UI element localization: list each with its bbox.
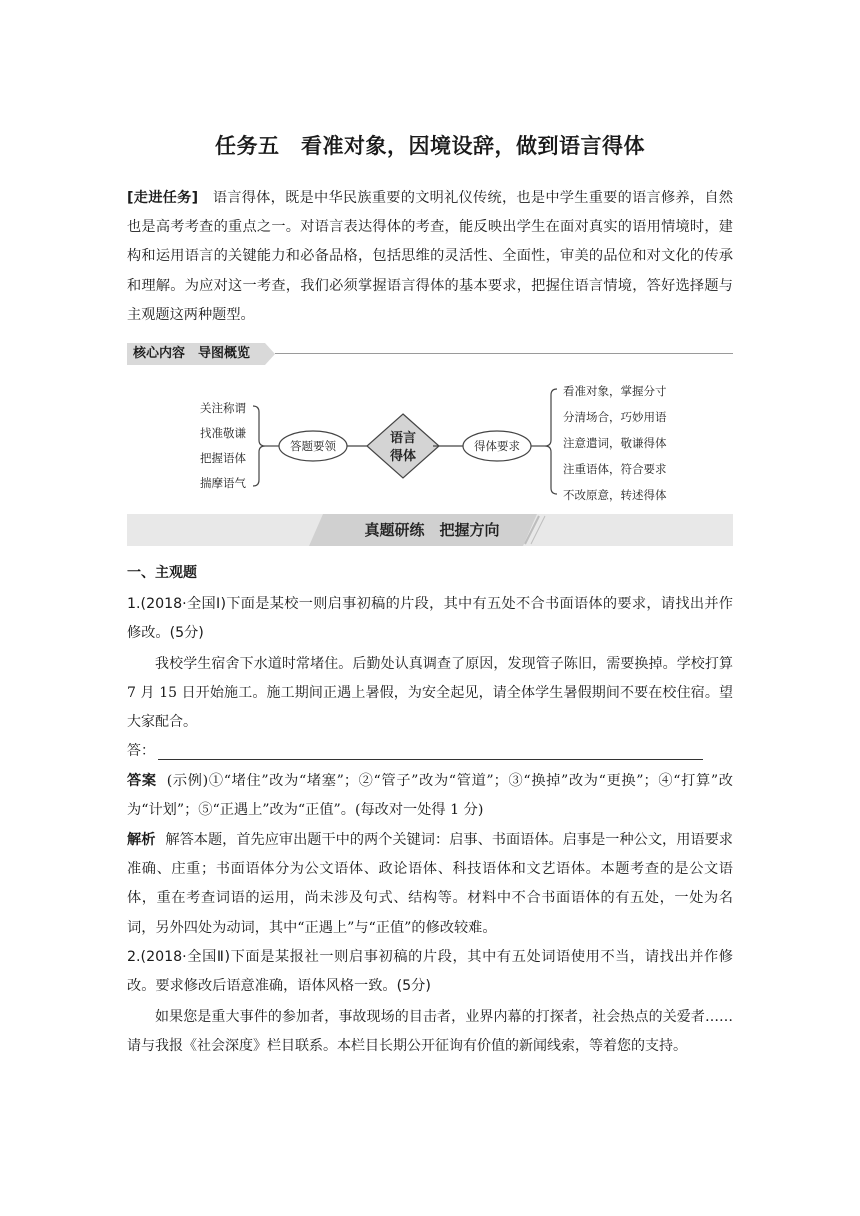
intro-paragraph (127, 184, 733, 330)
q1-answer-label: 答： (127, 743, 155, 759)
q2-stem: 2.(2018·全国Ⅱ)下面是某报社一则启事初稿的片段，其中有五处词语使用不当，请找出并作修改。要求修改后语意准确，语体风格一致。(5分) (127, 949, 733, 995)
q1-key-label: 答案 (127, 773, 157, 789)
left-item-4: 揣摩语气 (200, 476, 246, 490)
q1-analysis (127, 826, 733, 943)
page-title: 任务五 看准对象，因境设辞，做到语言得体 (215, 134, 645, 158)
mind-map-svg (127, 372, 733, 512)
banner-label: 核心内容 导图概览 (127, 343, 265, 365)
section-title: 真题研练 把握方向 (364, 521, 500, 539)
section-bar (127, 514, 733, 546)
right-brace (545, 389, 557, 494)
core-content-banner (127, 343, 733, 365)
left-brace (253, 406, 265, 486)
q1-analysis-label: 解析 (127, 832, 156, 848)
right-item-1: 看准对象，掌握分寸 (563, 384, 667, 398)
q1-key-text: (示例)①“堵住”改为“堵塞”；②“管子”改为“管道”；③“换掉”改为“更换”；④“打算”改为“计划”；⑤“正遇上”改为“正值”。(每改对一处得 1 分) (127, 773, 733, 819)
right-item-5: 不改原意，转述得体 (563, 488, 667, 502)
banner-arrow (265, 343, 275, 365)
left-item-2: 找准敬谦 (200, 426, 246, 440)
right-item-4: 注重语体，符合要求 (563, 462, 667, 476)
mind-map-diagram (127, 372, 733, 512)
intro-text: 语言得体，既是中华民族重要的文明礼仪传统，也是中学生重要的语言修养，自然也是高考考查的重点之一。对语言表达得体的考查，能反映出学生在面对真实的语用情境时，建构和运用语言的关键能力和必备品格，包括思维的灵活性、全面性，审美的品位和对文化的传承和理解。为应对这一考查，我们必须掌握语言得体的基本要求，把握住语言情境，答好选择题与主观题这两种题型。 (127, 190, 733, 323)
left-item-3: 把握语体 (200, 451, 246, 465)
q1-answer-blank (158, 759, 703, 760)
subjective-heading: 一、主观题 (127, 565, 197, 581)
q1-stem: 1.(2018·全国Ⅰ)下面是某校一则启事初稿的片段，其中有五处不合书面语体的要求，请找出并作修改。(5分) (127, 596, 733, 642)
q1-analysis-text: 解答本题，首先应审出题干中的两个关键词：启事、书面语体。启事是一种公文，用语要求准确、庄重；书面语体分为公文语体、政论语体、科技语体和文艺语体。本题考查的是公文语体，重在考查词语的运用，尚未涉及句式、结构等。材料中不合书面语体的有五处，一处为名词，另外四处为动词，其中“正遇上”与“正值”的修改较难。 (127, 832, 733, 936)
center-diamond (367, 414, 439, 478)
banner-divider (275, 353, 733, 354)
q1-key (127, 767, 733, 825)
center-label-line2: 得体 (389, 449, 417, 464)
right-item-3: 注意遣词，敬谦得体 (563, 436, 667, 450)
right-node-label: 得体要求 (474, 439, 520, 453)
q2-passage: 如果您是重大事件的参加者，事故现场的目击者，业界内幕的打探者，社会热点的关爱者……请与我报《社会深度》栏目联系。本栏目长期公开征询有价值的新闻线索，等着您的支持。 (127, 1009, 733, 1055)
intro-tag: [走进任务] (127, 190, 199, 206)
center-label-line1: 语言 (389, 431, 417, 446)
left-item-1: 关注称谓 (200, 401, 246, 415)
right-item-2: 分清场合，巧妙用语 (563, 410, 667, 424)
left-node-label: 答题要领 (290, 439, 336, 453)
q1-passage: 我校学生宿舍下水道时常堵住。后勤处认真调查了原因，发现管子陈旧，需要换掉。学校打算 7 月 15 日开始施工。施工期间正遇上暑假，为安全起见，请全体学生暑假期间不要在校住宿。望大家配合。 (127, 656, 733, 731)
